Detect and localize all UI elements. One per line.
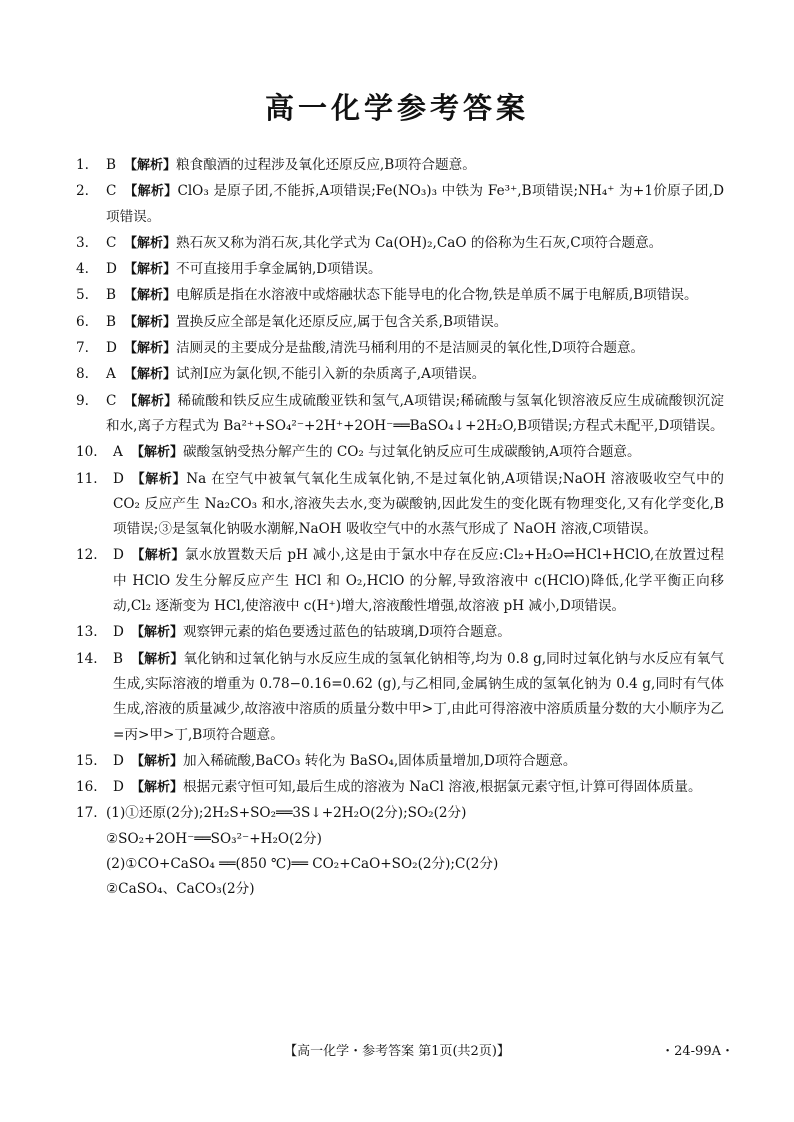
answer-item-15	[76, 749, 724, 774]
answer-letter: C	[106, 392, 117, 409]
analysis-text: ClO₃ 是原子团,不能拆,A项错误;Fe(NO₃)₃ 中铁为 Fe³⁺,B项错误;NH₄⁺ 为+1价原子团,D项错误。	[106, 183, 724, 225]
analysis-text: 不可直接用手拿金属钠,D项错误。	[176, 261, 382, 278]
item-number: 3.	[76, 234, 89, 251]
item-number: 6.	[76, 313, 89, 330]
q17-line: ②SO₂+2OH⁻══SO₃²⁻+H₂O(2分)	[106, 830, 322, 847]
item-number: 11.	[76, 470, 98, 487]
item-number: 14.	[76, 650, 98, 667]
answer-item-7	[76, 336, 724, 361]
answer-item-4	[76, 257, 724, 282]
answer-item-2	[76, 179, 724, 230]
answer-letter: D	[106, 261, 117, 278]
analysis-text: 熟石灰又称为消石灰,其化学式为 Ca(OH)₂,CaO 的俗称为生石灰,C项符合题意。	[176, 234, 663, 251]
answer-letter: B	[106, 157, 116, 173]
answer-list	[76, 153, 724, 903]
answer-item-11	[76, 467, 724, 543]
analysis-tag: 【解析】	[131, 445, 184, 461]
answer-item-9	[76, 389, 724, 440]
analysis-text: 氯水放置数天后 pH 减小,这是由于氯水中存在反应:Cl₂+H₂O⇌HCl+HClO,在放置过程中 HClO 发生分解反应产生 HCl 和 O₂,HClO 的分解,导致溶液中 c(HClO)降低,化学平衡正向移动,Cl₂ 逐渐变为 HCl,使溶液中 c(H⁺)增大,溶液酸性增强,故溶液 pH 减小,D项错误。	[113, 547, 724, 615]
item-number: 7.	[76, 340, 89, 357]
answer-item-13	[76, 620, 724, 645]
answer-letter: A	[106, 366, 116, 383]
analysis-tag: 【解析】	[124, 184, 178, 200]
item-number: 13.	[76, 624, 98, 641]
answer-letter: C	[106, 234, 117, 251]
q17-line: (2)①CO+CaSO₄ ══(850 ℃)══ CO₂+CaO+SO₂(2分);C(2分)	[106, 856, 499, 873]
item-number: 4.	[76, 261, 89, 278]
item-number: 15.	[76, 752, 98, 769]
answer-letter: D	[113, 547, 124, 564]
answer-item-1	[76, 153, 724, 178]
analysis-text: 加入稀硫酸,BaCO₃ 转化为 BaSO₄,固体质量增加,D项符合题意。	[183, 752, 577, 769]
analysis-text: 根据元素守恒可知,最后生成的溶液为 NaCl 溶液,根据氯元素守恒,计算可得固体质量。	[183, 779, 702, 796]
analysis-tag: 【解析】	[124, 262, 177, 278]
answer-item-12	[76, 543, 724, 619]
analysis-text: 碳酸氢钠受热分解产生的 CO₂ 与过氧化钠反应可生成碳酸钠,A项符合题意。	[183, 444, 641, 461]
analysis-text: 氧化钠和过氧化钠与水反应生成的氢氧化钠相等,均为 0.8 g,同时过氧化钠与水反应有氧气生成,实际溶液的增重为 0.78−0.16=0.62 (g),与乙相同,金属钠生成的氢氧化钠为 0.4 g,同时有气体生成,溶液的质量减少,故溶液中溶质的质量分数中甲>丁,由此可得溶液中溶质质量分数的大小顺序为乙=丙>甲>丁,B项符合题意。	[113, 650, 724, 743]
analysis-tag: 【解析】	[131, 548, 185, 564]
analysis-text: 置换反应全部是氧化还原反应,属于包含关系,B项错误。	[176, 313, 508, 330]
q17-line: (1)①还原(2分);2H₂S+SO₂══3S↓+2H₂O(2分);SO₂(2分)	[106, 805, 467, 822]
answer-item-10	[76, 440, 724, 465]
item-number: 8.	[76, 366, 89, 383]
item-number: 1.	[76, 157, 89, 173]
answer-letter: B	[113, 650, 123, 667]
item-number: 2.	[76, 183, 89, 200]
analysis-tag: 【解析】	[124, 341, 177, 357]
answer-item-14	[76, 647, 724, 748]
analysis-tag: 【解析】	[124, 235, 177, 251]
item-number: 17.	[76, 805, 98, 822]
answer-item-8	[76, 362, 724, 387]
item-number: 16.	[76, 779, 98, 796]
analysis-tag: 【解析】	[131, 780, 184, 796]
answer-letter: D	[113, 752, 124, 769]
analysis-text: 试剂Ⅰ应为氯化钡,不能引入新的杂质离子,A项错误。	[176, 366, 486, 383]
answer-letter: A	[113, 444, 123, 461]
answer-item-17	[76, 801, 724, 902]
analysis-text: 电解质是指在水溶液中或熔融状态下能导电的化合物,铁是单质不属于电解质,B项错误。	[176, 287, 698, 304]
answer-letter: B	[106, 287, 116, 304]
item-number: 12.	[76, 547, 98, 564]
answer-item-3	[76, 231, 724, 256]
answer-letter: C	[106, 183, 117, 200]
item-number: 9.	[76, 392, 89, 409]
answer-letter: D	[113, 470, 124, 487]
footer-label: 【高一化学・参考答案 第1页(共2页)】	[284, 1044, 510, 1059]
item-number: 5.	[76, 287, 89, 304]
answer-item-16	[76, 775, 724, 800]
page-title: 高一化学参考答案	[264, 91, 529, 125]
answer-item-5	[76, 283, 724, 308]
footer-code: ・24-99A・	[661, 1044, 734, 1059]
analysis-tag: 【解析】	[124, 158, 177, 173]
analysis-tag: 【解析】	[124, 314, 177, 330]
analysis-text: 洁厕灵的主要成分是盐酸,清洗马桶利用的不是洁厕灵的氧化性,D项符合题意。	[176, 340, 645, 357]
answer-item-6	[76, 310, 724, 335]
analysis-text: 观察钾元素的焰色要透过蓝色的钴玻璃,D项符合题意。	[183, 624, 511, 641]
analysis-tag: 【解析】	[131, 651, 184, 667]
analysis-tag: 【解析】	[124, 393, 178, 409]
answer-letter: D	[113, 624, 124, 641]
answer-letter: D	[113, 779, 124, 796]
analysis-tag: 【解析】	[131, 753, 184, 769]
analysis-text: 稀硫酸和铁反应生成硫酸亚铁和氢气,A项错误;稀硫酸与氢氧化钡溶液反应生成硫酸钡沉淀和水,离子方程式为 Ba²⁺+SO₄²⁻+2H⁺+2OH⁻══BaSO₄↓+2H₂O,B项错误;方程式未配平,D项错误。	[106, 392, 724, 434]
item-number: 10.	[76, 444, 98, 461]
analysis-tag: 【解析】	[124, 367, 177, 383]
answer-letter: D	[106, 340, 117, 357]
analysis-text: Na 在空气中被氧气氧化生成氧化钠,不是过氧化钠,A项错误;NaOH 溶液吸收空气中的 CO₂ 反应产生 Na₂CO₃ 和水,溶液失去水,变为碳酸钠,因此发生的变化既有物理变化,又有化学变化,B项错误;③是氢氧化钠吸水潮解,NaOH 吸收空气中的水蒸气形成了 NaOH 溶液,C项错误。	[113, 470, 724, 538]
analysis-tag: 【解析】	[131, 471, 187, 487]
answer-letter: B	[106, 313, 116, 330]
q17-line: ②CaSO₄、CaCO₃(2分)	[106, 881, 255, 898]
analysis-tag: 【解析】	[131, 625, 184, 641]
analysis-text: 粮食酿酒的过程涉及氧化还原反应,B项符合题意。	[176, 157, 476, 173]
analysis-tag: 【解析】	[124, 288, 177, 304]
